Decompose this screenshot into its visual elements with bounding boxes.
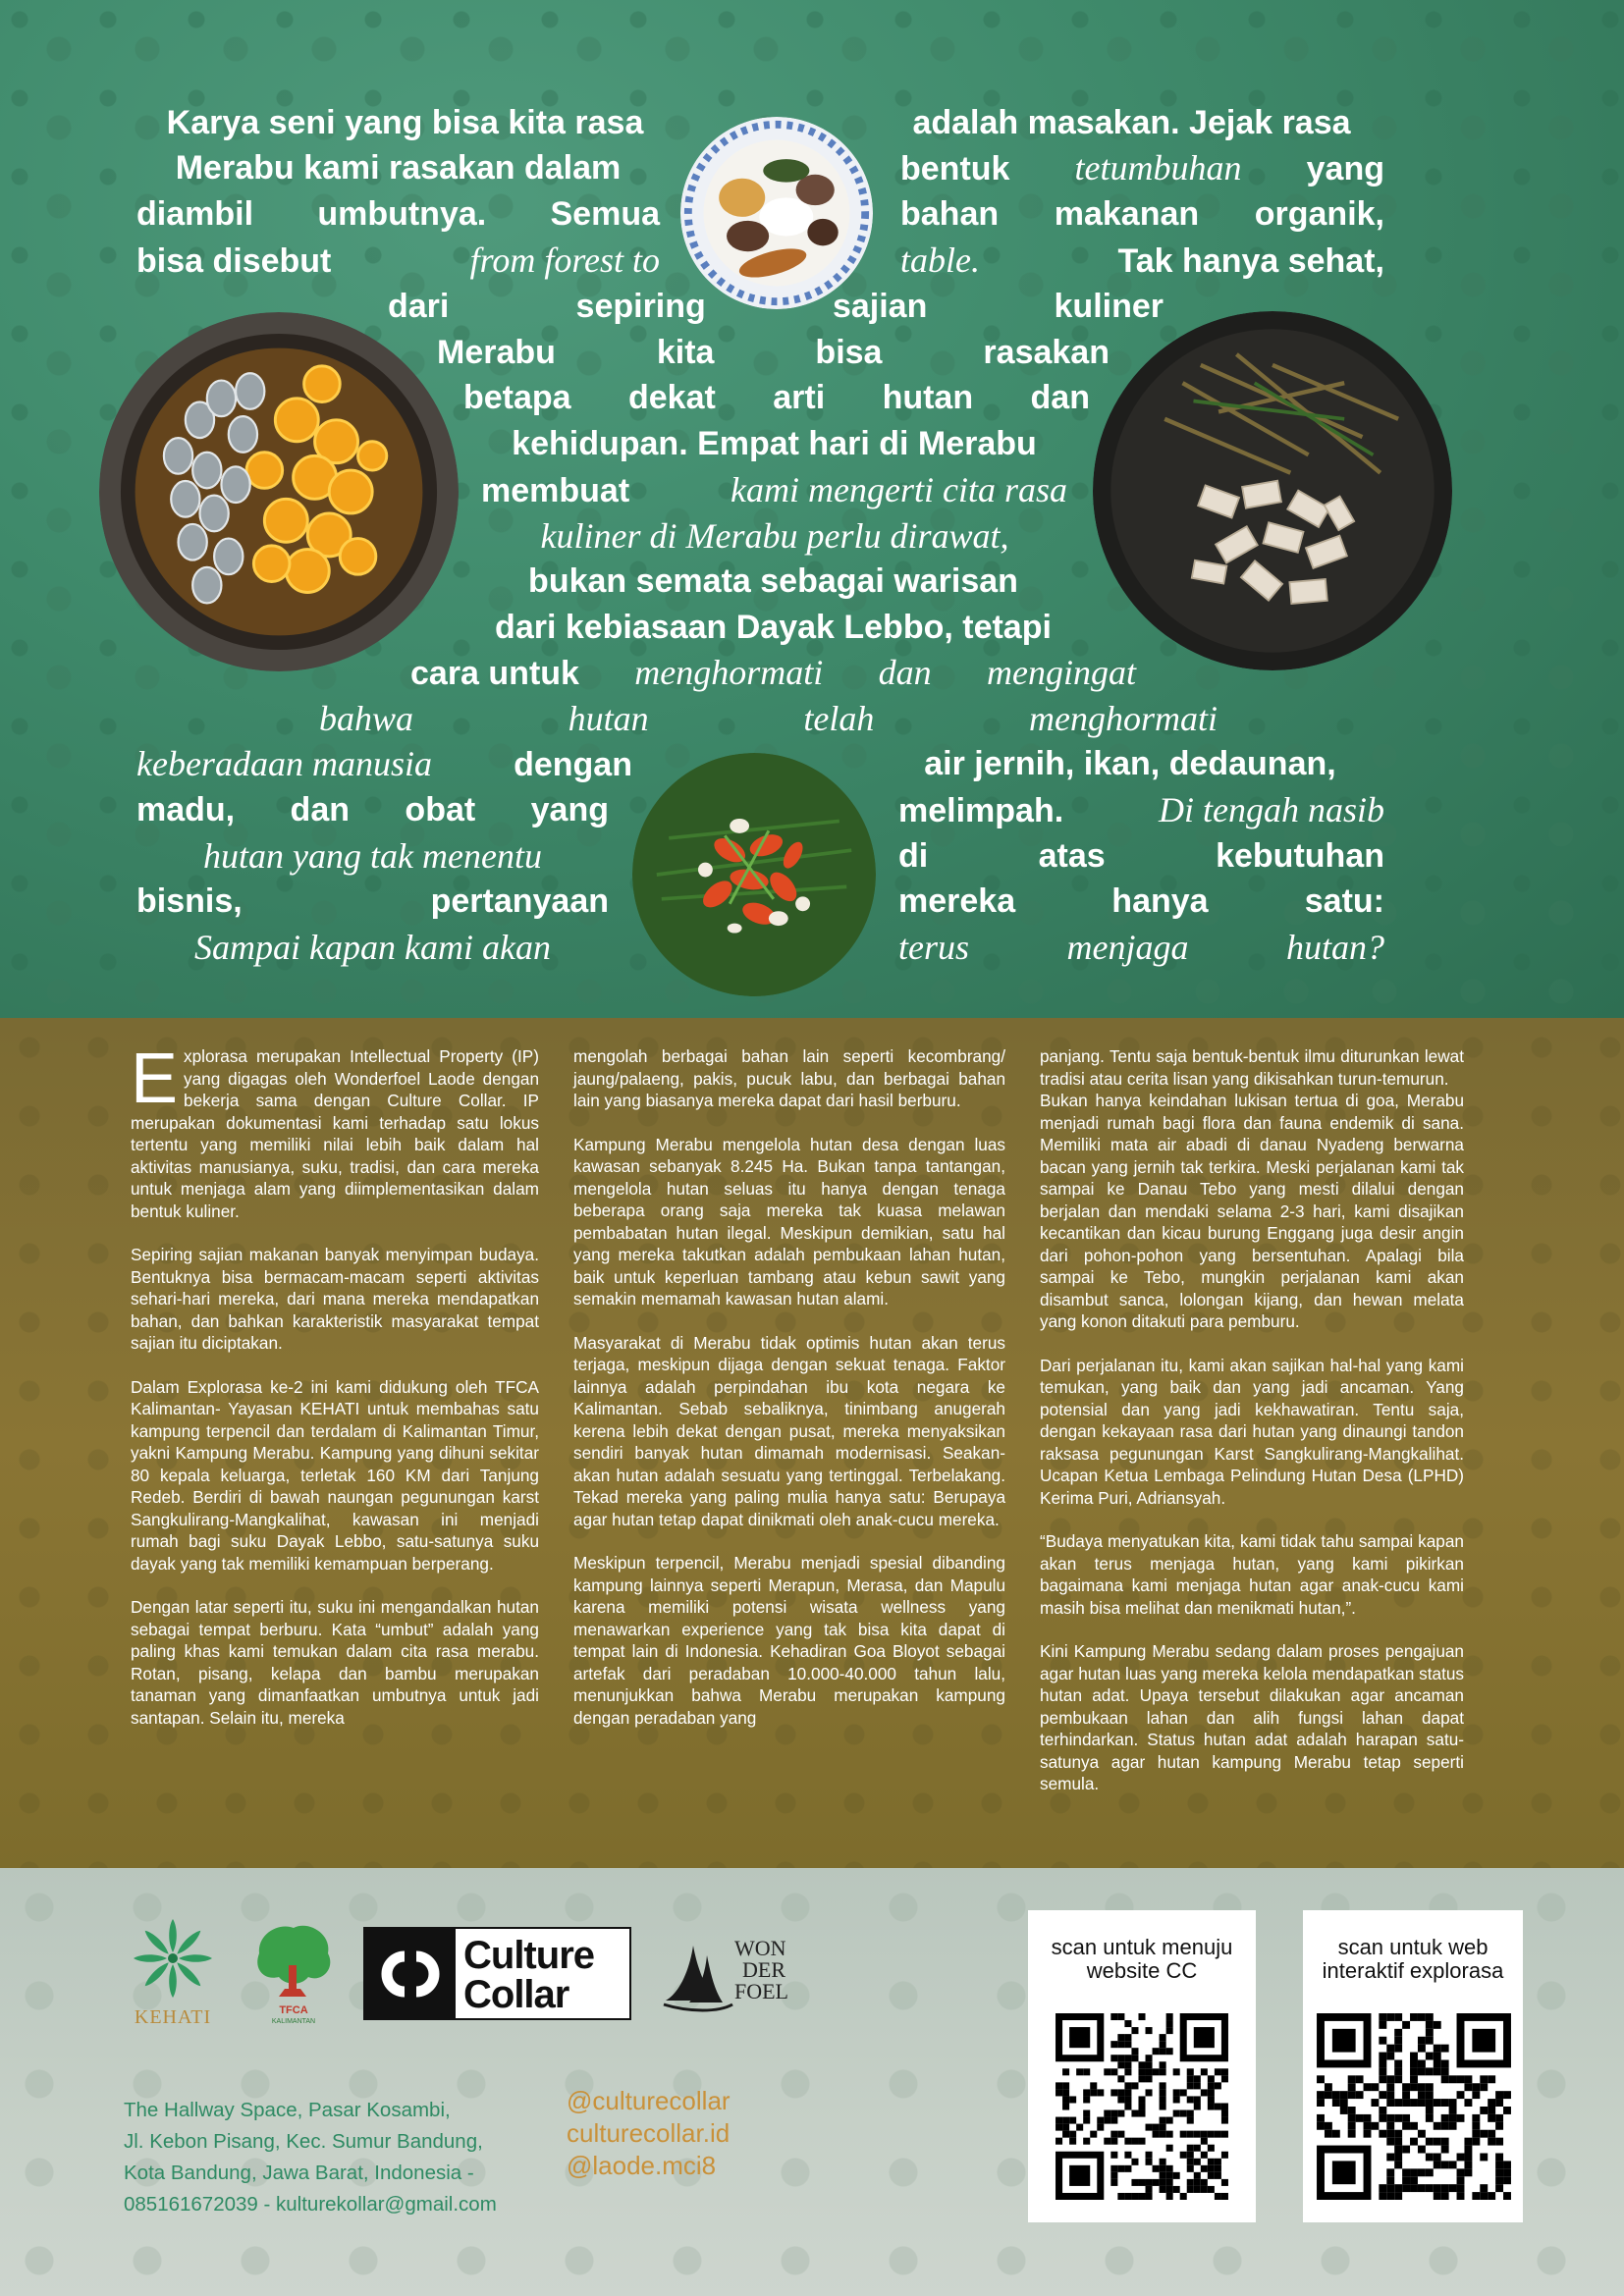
intro-line (478, 422, 1070, 465)
intro-line (437, 331, 1110, 374)
rice-plate-image (680, 117, 873, 309)
drop-cap: E (131, 1040, 179, 1118)
intro-line (136, 239, 660, 282)
bamboo-shoots-image (1093, 311, 1452, 670)
intro-word: hanya (1111, 882, 1209, 920)
intro-word: dari kebiasaan Dayak Lebbo, tetapi (495, 609, 1052, 646)
intro-word: dengan (514, 746, 632, 783)
article-paragraph: Kini Kampung Merabu sedang dalam proses pengajuan agar hutan luas yang mereka kelola mendapatkan status hutan adat. Upaya tersebut dilakukan agar ancaman pembukaan lahan dan alih fungsi lahan dapat terhindarkan. Status hutan adat adalah harapan satu-satunya agar hutan kampung Merabu tetap seperti semula. (1040, 1641, 1464, 1793)
intro-line (319, 697, 1218, 740)
qr-caption-line: interaktif explorasa (1322, 1958, 1504, 1983)
tfca-logo-subtext: KALIMANTAN (271, 2018, 316, 2025)
intro-word: Merabu (437, 334, 556, 371)
article-column-2 (573, 1045, 1005, 1750)
wonderfoel-text-1: WON (734, 1936, 786, 1960)
wonderfoel-text-3: FOEL (734, 1979, 788, 2003)
intro-word: Tak hanya sehat, (1117, 242, 1384, 280)
intro-line (469, 560, 1077, 603)
intro-word: menghormati (1028, 699, 1218, 738)
intro-word: madu, (136, 791, 236, 828)
intro-word: sepiring (575, 288, 706, 325)
culture-collar-logo (363, 1927, 631, 2020)
intro-word: kita (656, 334, 715, 371)
address-line: The Hallway Space, Pasar Kosambi, (124, 2099, 451, 2121)
intro-word: Di tengah nasib (1159, 790, 1384, 829)
article-column-1 (131, 1040, 539, 1750)
kehati-logo-text: KEHATI (134, 2006, 212, 2028)
intro-line (481, 468, 1067, 511)
intro-line (898, 788, 1384, 831)
article-paragraph: Explorasa merupakan Intellectual Property (IP) yang digagas oleh Wonderfoel Laode dengan bekerja sama dengan Culture Collar. IP merupakan dokumentasi kami terhadap satu lokus tertentu yang memiliki nilai lebih baik dalam hal aktivitas manusianya, suku, tradisi, dan cara mereka untuk menjaga alam yang diimplementasikan dalam bentuk kuliner. (131, 1040, 539, 1221)
intro-word: organik, (1254, 195, 1384, 233)
tfca-logo (249, 1914, 338, 2032)
intro-word: yang (530, 791, 609, 828)
intro-word: Semua (550, 195, 660, 233)
intro-line (136, 192, 660, 236)
culture-collar-mark (365, 1929, 456, 2018)
intro-word: bentuk (900, 150, 1010, 187)
intro-line (410, 651, 1136, 694)
intro-word: dan (878, 653, 932, 692)
intro-word: air jernih, ikan, dedaunan, (924, 745, 1336, 782)
intro-word: arti (773, 379, 826, 416)
qr-code-icon[interactable] (1316, 2013, 1512, 2200)
intro-line (136, 742, 632, 785)
intro-line (136, 834, 609, 878)
intro-line (898, 834, 1384, 878)
chili-sambal-image (632, 753, 876, 996)
intro-word: kuliner (1054, 288, 1164, 325)
intro-word: bahwa (319, 699, 414, 738)
intro-line (452, 606, 1095, 649)
intro-word: dan (290, 791, 350, 828)
intro-word: hutan? (1285, 928, 1384, 967)
intro-word: diambil (136, 195, 254, 233)
intro-word: hutan yang tak menentu (203, 836, 542, 876)
qr-caption (1303, 1936, 1523, 1983)
intro-line (463, 376, 1090, 419)
address-line[interactable]: 085161672039 - kulturekollar@gmail.com (124, 2193, 497, 2216)
intro-word: Merabu kami rasakan dalam (175, 149, 622, 187)
intro-line (136, 926, 609, 969)
article-paragraph: Meskipun terpencil, Merabu menjadi spesial dibanding kampung lainnya seperti Merapun, Merasa, dan Mapulu karena memiliki potensi wisata wellness yang menawarkan experience yang tak bisa kita dapat di tempat lain di Indonesia. Kehadiran Goa Bloyot sebagai artefak dari peradaban 10.000-40.000 tahun lalu, menunjukkan bahwa Merabu merupakan kampung dengan peradaban yang (573, 1553, 1005, 1728)
intro-line (136, 101, 674, 144)
culture-collar-text-2: Collar (463, 1973, 569, 2016)
qr-card-website-cc[interactable] (1028, 1910, 1256, 2222)
intro-word: hutan (568, 699, 649, 738)
intro-word: di (898, 837, 929, 875)
intro-word: dan (1030, 379, 1090, 416)
intro-line (136, 146, 660, 189)
intro-word: dari (388, 288, 450, 325)
intro-word: terus (898, 928, 969, 967)
intro-word: satu: (1304, 882, 1384, 920)
address-line: Kota Bandung, Jawa Barat, Indonesia - (124, 2162, 474, 2184)
intro-word: adalah masakan. Jejak rasa (912, 104, 1351, 141)
intro-word: umbutnya. (317, 195, 487, 233)
intro-word: rasakan (983, 334, 1110, 371)
contact-address (124, 2095, 497, 2220)
intro-word: menjaga (1066, 928, 1189, 967)
intro-word: kehidupan. Empat hari di Merabu (512, 425, 1037, 462)
article-paragraph: Masyarakat di Merabu tidak optimis hutan akan terus terjaga, meskipun dijaga dengan sekuat tenaga. Faktor lainnya adalah perpindahan ibu kota negara ke Kalimantan. Sebab sebaliknya, tinimbang anugerah kerena lebih dekat dengan pusat, mereka menyaksikan sendiri banyak hutan dimamah modernisasi. Seakan-akan hutan adalah sesuatu yang tertinggal. Terbelakang. Tekad mereka yang paling mulia hanya satu: Berupaya agar hutan tetap dapat dinikmati oleh anak-cucu mereka. (573, 1332, 1005, 1529)
intro-word: telah (803, 699, 875, 738)
intro-word: obat (405, 791, 476, 828)
intro-word: from forest to (469, 240, 660, 280)
intro-line (900, 192, 1384, 236)
intro-line (876, 742, 1384, 785)
social-link[interactable]: @laode.mci8 (567, 2151, 717, 2180)
intro-word: Karya seni yang bisa kita rasa (166, 104, 644, 141)
intro-word: menghormati (634, 653, 824, 692)
article-paragraph: “Budaya menyatukan kita, kami tidak tahu sampai kapan akan terus menjaga hutan, yang kami pikirkan bagaimana kami menjaga hutan agar anak-cucu kami masih bisa melihat dan menikmati hutan,”. (1040, 1531, 1464, 1618)
intro-line (136, 880, 609, 923)
article-paragraph: Dengan latar seperti itu, suku ini mengandalkan hutan sebagai tempat berburu. Kata “umbut” adalah yang paling khas kami temukan dalam cita rasa merabu. Rotan, pisang, kelapa dan bambu merupakan tanaman yang dimanfaatkan umbutnya untuk jadi santapan. Selain itu, mereka (131, 1597, 539, 1728)
wonderfoel-text-2: DER (742, 1957, 785, 1982)
qr-caption-line: scan untuk menuju (1051, 1935, 1233, 1959)
citrus-and-snails-image (99, 312, 459, 671)
intro-word: bisa (815, 334, 883, 371)
intro-line (518, 514, 1031, 558)
intro-word: bisnis, (136, 882, 243, 920)
article-paragraph: Dari perjalanan itu, kami akan sajikan hal-hal yang kami temukan, yang baik dan yang jadi ancaman. Yang potensial dan yang jadi kekhawatiran. Tentu saja, dengan kekayaan rasa dari hutan yang dinaungi tandon raksasa pegunungan Karst Sangkulirang-Mangkalihat. Ucapan Ketua Lembaga Pelindung Hutan Desa (LPHD) Kerima Puri, Adriansyah. (1040, 1355, 1464, 1508)
intro-word: kami mengerti cita rasa (731, 470, 1067, 509)
social-handles (567, 2085, 731, 2182)
intro-word: tetumbuhan (1074, 148, 1242, 187)
intro-word: betapa (463, 379, 571, 416)
qr-card-explorasa[interactable] (1303, 1910, 1523, 2222)
intro-word: makanan (1054, 195, 1200, 233)
article-paragraph: panjang. Tentu saja bentuk-bentuk ilmu diturunkan lewat tradisi atau cerita lisan yang dikisahkan turun-temurun. Bukan hanya keindahan lukisan tertua di goa, Merabu menjadi rumah bagi flora dan fauna endemik di sana. Memiliki mata air abadi di danau Nyadeng berwarna bacan yang jernih tak terkira. Meski perjalanan kami tak sampai ke Danau Tebo yang mesti dilalui dengan berjalan dan mendaki selama 2-3 hari, kami disajikan kecantikan dan kicau burung Enggang juga desir angin dari pohon-pohon yang bersentuhan. Apalagi bila sampai ke Tebo, mungkin perjalanan kami akan disambut sanca, lolongan kijang, dan hewan melata yang konon ditakuti para pemburu. (1040, 1046, 1464, 1331)
intro-word: bisa disebut (136, 242, 332, 280)
qr-code-icon[interactable] (1056, 2013, 1228, 2200)
intro-word: Sampai kapan kami akan (194, 928, 551, 967)
intro-line (898, 880, 1384, 923)
intro-line (879, 101, 1384, 144)
address-line: Jl. Kebon Pisang, Kec. Sumur Bandung, (124, 2130, 483, 2153)
intro-word: mengingat (986, 653, 1136, 692)
intro-word: dekat (628, 379, 716, 416)
intro-word: keberadaan manusia (136, 744, 432, 783)
tfca-logo-text: TFCA (279, 2004, 308, 2016)
qr-caption-line: scan untuk web (1337, 1935, 1489, 1959)
intro-word: kuliner di Merabu perlu dirawat, (540, 516, 1009, 556)
intro-word: mereka (898, 882, 1016, 920)
intro-word: kebutuhan (1216, 837, 1384, 875)
intro-word: bukan semata sebagai warisan (528, 562, 1018, 600)
intro-word: hutan (882, 379, 974, 416)
intro-line (136, 788, 609, 831)
intro-word: bahan (900, 195, 1000, 233)
article-column-3 (1040, 1045, 1464, 1817)
kehati-logo (126, 1914, 220, 2032)
article-paragraph: Dalam Explorasa ke-2 ini kami didukung oleh TFCA Kalimantan- Yayasan KEHATI untuk membahas satu kampung terpencil dan terdalam di Kalimantan Timur, yakni Kampung Merabu. Kampung yang dihuni sekitar 80 kepala keluarga, terletak 160 KM dari Tanjung Redeb. Berdiri di bawah naungan pegunungan karst Sangkulirang-Mangkalihat, kawasan ini menjadi rumah bagi suku Dayak Lebbo, satu-satunya suku dayak yang tak memiliki kemampuan berperang. (131, 1376, 539, 1574)
intro-line (900, 239, 1384, 282)
wonderfoel-logo (660, 1932, 803, 2014)
social-link[interactable]: @culturecollar (567, 2086, 731, 2115)
intro-word: pertanyaan (430, 882, 609, 920)
qr-caption-line: website CC (1086, 1958, 1198, 1983)
article-paragraph: Kampung Merabu mengelola hutan desa dengan luas kawasan sebanyak 8.245 Ha. Bukan tanpa tantangan, mengelola hutan seluas itu hanya dengan tenaga beberapa orang saja mereka tak kuasa melawan pembabatan hutan ilegal. Meskipun demikian, satu hal yang mereka takutkan adalah pembukaan lahan hutan, baik untuk keperluan tambang atau kebun sawit yang semakin memamah kawasan hutan alami. (573, 1134, 1005, 1308)
intro-word: sajian (832, 288, 928, 325)
article-paragraph: mengolah berbagai bahan lain seperti kecombrang/ jaung/palaeng, pakis, pucuk labu, dan berbagai bahan lain yang biasanya mereka dapat dari hasil berburu. (573, 1046, 1005, 1110)
article-paragraph: Sepiring sajian makanan banyak menyimpan budaya. Bentuknya bisa bermacam-macam seperti aktivitas sehari-hari mereka, dari mana mereka mendapatkan bahan, dan bahkan karakteristik masyarakat tempat sajian itu diciptakan. (131, 1245, 539, 1353)
intro-word: membuat (481, 472, 630, 509)
intro-word: cara untuk (410, 655, 579, 692)
intro-word: atas (1038, 837, 1106, 875)
intro-word: melimpah. (898, 792, 1064, 829)
intro-word: table. (900, 240, 980, 280)
intro-word: yang (1306, 150, 1384, 187)
intro-line (900, 146, 1384, 189)
intro-line (898, 926, 1384, 969)
qr-caption (1028, 1936, 1256, 1983)
culture-collar-text-1: Culture (463, 1934, 594, 1977)
social-link[interactable]: culturecollar.id (567, 2118, 731, 2148)
